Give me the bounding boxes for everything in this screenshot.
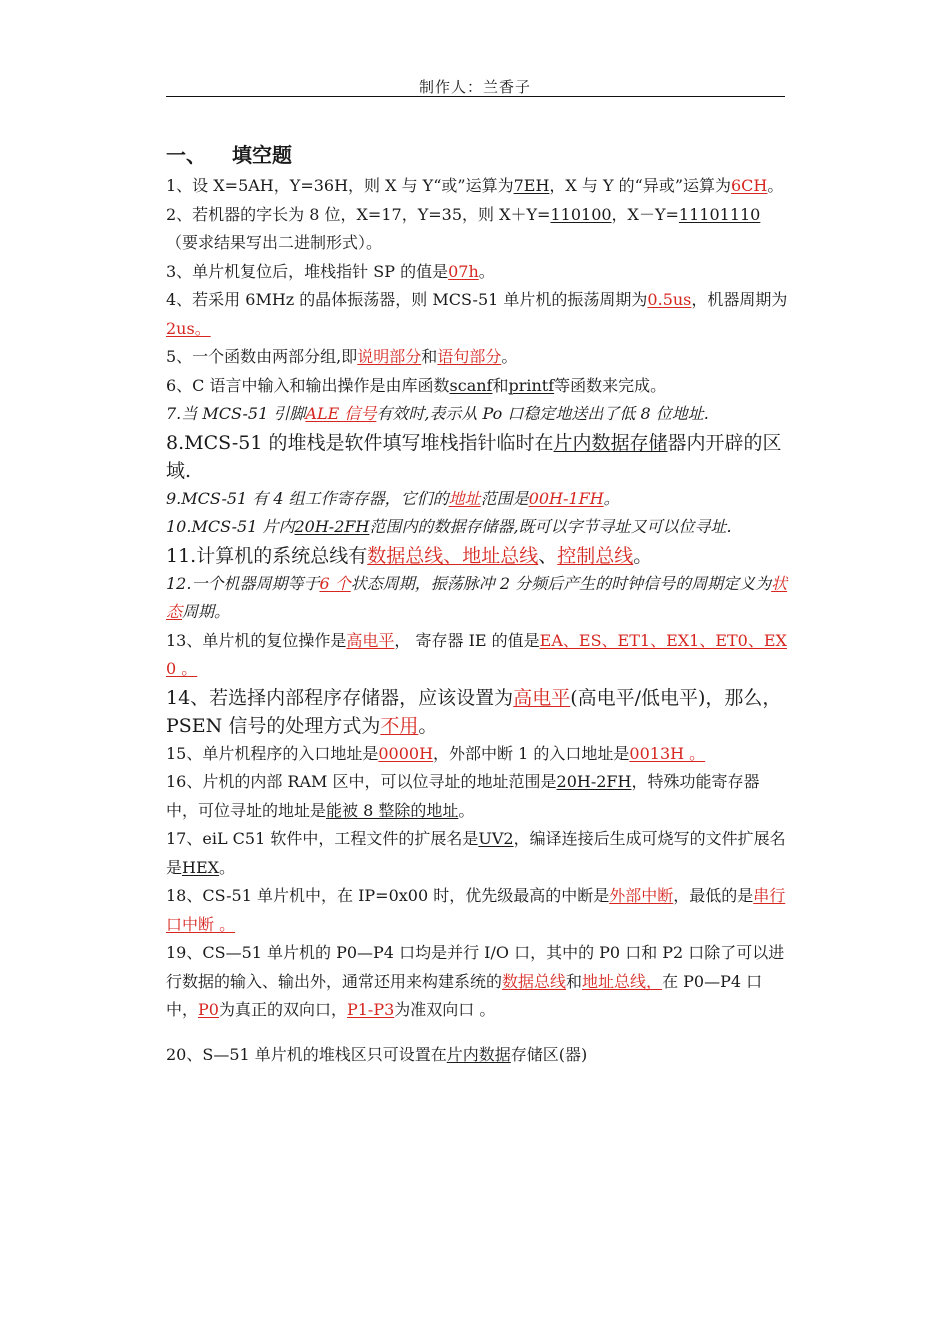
question-18: 18、CS-51 单片机中，在 IP=0x00 时，优先级最高的中断是外部中断，最低的是串行口中断 。 bbox=[166, 886, 786, 934]
answer: 片内数据存储 bbox=[553, 431, 668, 454]
question-4: 4、若采用 6MHz 的晶体振荡器，则 MCS-51 单片机的振荡周期为0.5us，机器周期为2us。 bbox=[166, 290, 788, 338]
answer: 说明部分 bbox=[357, 347, 422, 366]
answer: EA、ES、ET1、EX1、ET0、EX0 。 bbox=[166, 630, 787, 678]
question-15: 15、单片机程序的入口地址是0000H，外部中断 1 的入口地址是0013H 。 bbox=[166, 743, 706, 763]
question-13: 13、单片机的复位操作是高电平， 寄存器 IE 的值是EA、ES、ET1、EX1、ET0、EX0 。 bbox=[166, 630, 787, 678]
answer: 地址 bbox=[448, 488, 481, 508]
answer: scanf bbox=[449, 375, 493, 395]
question-9: 9.MCS-51 有 4 组工作寄存器，它们的地址范围是00H-1FH。 bbox=[166, 488, 620, 508]
answer: 6CH bbox=[731, 176, 768, 195]
answer: 状态 bbox=[166, 573, 788, 621]
answer: 数据总线、地址总线 bbox=[367, 544, 539, 567]
question-5: 5、一个函数由两部分组,即说明部分和语句部分。 bbox=[166, 347, 518, 366]
answer: 不用 bbox=[380, 714, 419, 737]
section-title bbox=[166, 138, 791, 172]
answer: 0.5us bbox=[647, 290, 692, 309]
answer: 00H-1FH bbox=[528, 488, 604, 508]
answer: 6 个 bbox=[319, 573, 351, 593]
answer: UV2 bbox=[478, 829, 514, 848]
answer: 外部中断 bbox=[609, 886, 674, 905]
answer: HEX bbox=[182, 857, 220, 877]
header-divider bbox=[166, 96, 785, 97]
answer: 能被 8 整除的地址 bbox=[326, 800, 459, 820]
question-14: 14、若选择内部程序存储器，应该设置为高电平(高电平/低电平)，那么，PSEN 信号的处理方式为不用。 bbox=[166, 686, 782, 737]
spacer bbox=[166, 1025, 791, 1041]
question-16: 16、片机的内部 RAM 区中，可以位寻址的地址范围是20H-2FH，特殊功能寄存器中，可位寻址的地址是能被 8 整除的地址。 bbox=[166, 772, 760, 820]
section-number: 一、 bbox=[166, 143, 206, 167]
answer: 高电平 bbox=[513, 686, 571, 709]
answer: 20H-2FH bbox=[294, 517, 370, 536]
answer: 20H-2FH bbox=[556, 772, 632, 791]
answer: 07h bbox=[448, 261, 479, 281]
question-10: 10.MCS-51 片内20H-2FH范围内的数据存储器,既可以字节寻址又可以位寻址. bbox=[166, 517, 732, 536]
section-title-text: 填空题 bbox=[232, 143, 292, 167]
page-header: 制作人：兰香子 bbox=[418, 78, 531, 96]
answer: P1-P3 bbox=[346, 1000, 395, 1019]
question-11: 11.计算机的系统总线有数据总线、地址总线、控制总线。 bbox=[166, 544, 653, 567]
question-19: 19、CS—51 单片机的 P0—P4 口均是并行 I/O 口，其中的 P0 口和 P2 口除了可以进行数据的输入、输出外，通常还用来构建系统的数据总线和地址总线，在 P0—P4 口中，P0为真正的双向口，P1-P3为准双向口 。 bbox=[166, 943, 785, 1019]
content bbox=[166, 138, 791, 1069]
answer: 串行口中断 。 bbox=[166, 886, 786, 934]
question-7: 7.当 MCS-51 引脚ALE 信号有效时,表示从 Po 口稳定地送出了低 8 位地址. bbox=[166, 404, 709, 423]
answer: 控制总线 bbox=[557, 544, 634, 567]
answer: 110100 bbox=[550, 204, 612, 224]
answer: P0 bbox=[198, 1000, 219, 1019]
answer: 2us。 bbox=[166, 318, 211, 338]
question-1: 1、设 X=5AH，Y=36H，则 X 与 Y“或”运算为7EH，X 与 Y 的“异或”运算为6CH。 bbox=[166, 176, 784, 195]
answer: 数据总线 bbox=[502, 971, 567, 991]
answer: printf bbox=[508, 375, 555, 395]
answer: 片内数据 bbox=[446, 1044, 511, 1064]
answer: 7EH bbox=[513, 176, 550, 195]
question-12: 12.一个机器周期等于6 个状态周期，振荡脉冲 2 分频后产生的时钟信号的周期定义为状态周期。 bbox=[166, 573, 788, 621]
answer: 地址总线， bbox=[582, 971, 663, 991]
question-8: 8.MCS-51 的堆栈是软件填写堆栈指针临时在片内数据存储器内开辟的区域. bbox=[166, 431, 782, 482]
answer: 11101110 bbox=[678, 204, 761, 224]
question-20: 20、S—51 单片机的堆栈区只可设置在片内数据存储区(器) bbox=[166, 1044, 588, 1064]
answer: 语句部分 bbox=[437, 347, 502, 366]
answer: 0000H bbox=[378, 743, 434, 763]
question-6: 6、C 语言中输入和输出操作是由库函数scanf和printf等函数来完成。 bbox=[166, 375, 667, 395]
question-3: 3、单片机复位后，堆栈指针 SP 的值是07h。 bbox=[166, 261, 495, 281]
answer: 0013H 。 bbox=[629, 743, 706, 763]
question-2: 2、若机器的字长为 8 位，X=17，Y=35，则 X＋Y=110100，X－Y=11101110（要求结果写出二进制形式）。 bbox=[166, 204, 761, 252]
question-17: 17、eiL C51 软件中，工程文件的扩展名是UV2，编译连接后生成可烧写的文件扩展名是HEX。 bbox=[166, 829, 786, 877]
answer: ALE 信号 bbox=[305, 404, 377, 423]
answer: 高电平 bbox=[346, 630, 395, 650]
